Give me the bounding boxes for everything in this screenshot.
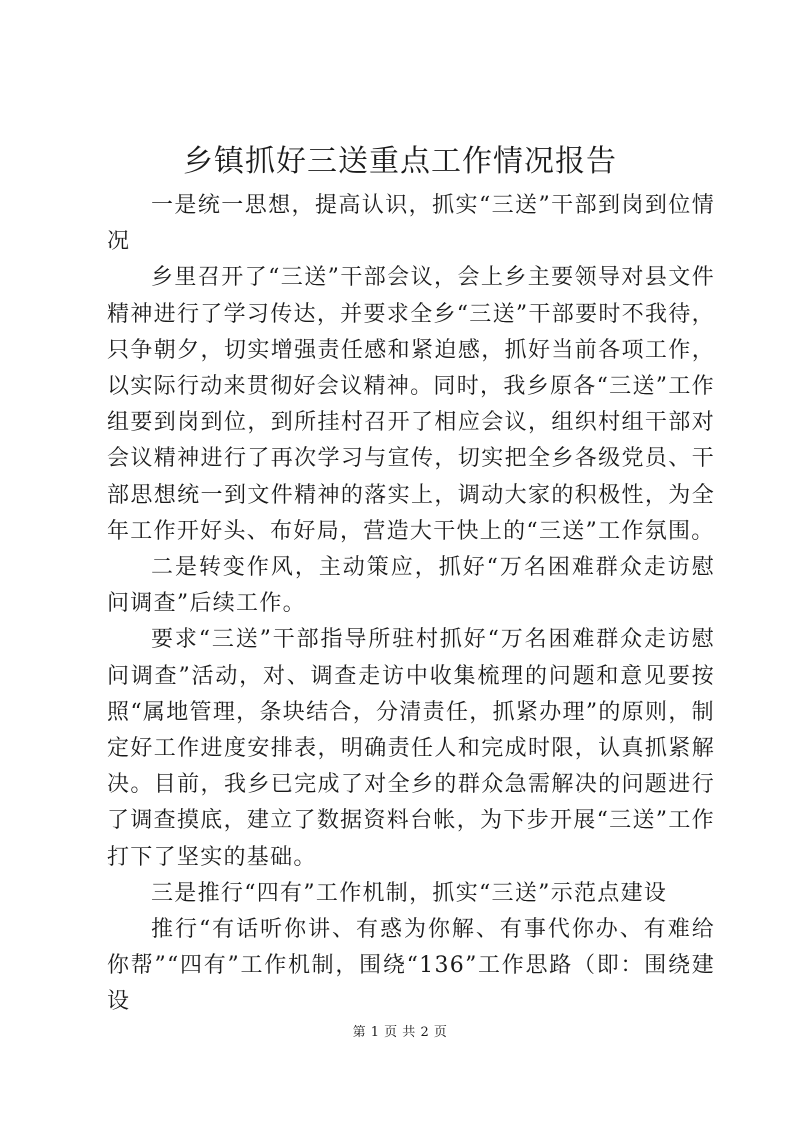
paragraph-4: 要求“三送”干部指导所驻村抓好“万名困难群众走访慰问调查”活动，对、调查走访中收集梳理的问题和意见要按照“属地管理，条块结合，分清责任，抓紧办理”的原则，制定好工作进度安排表，明确责任人和完成时限，认真抓紧解决。目前，我乡已完成了对全乡的群众急需解决的问题进行了调查摸底，建立了数据资料台帐，为下步开展“三送”工作打下了坚实的基础。 <box>107 627 715 870</box>
paragraph-5: 三是推行“四有”工作机制，抓实“三送”示范点建设 <box>151 880 668 906</box>
paragraph-6: 推行“有话听你讲、有惑为你解、有事代你办、有难给你帮”“四有”工作机制，围绕“136”工作思路（即：围绕建设 <box>107 917 715 1015</box>
paragraph-1: 一是统一思想，提高认识，抓实“三送”干部到岗到位情况 <box>107 193 715 255</box>
paragraph-3: 二是转变作风，主动策应，抓好“万名困难群众走访慰问调查”后续工作。 <box>107 555 715 617</box>
page-number-footer: 第 1 页 共 2 页 <box>352 1025 448 1040</box>
paragraph-2: 乡里召开了“三送”干部会议，会上乡主要领导对县文件精神进行了学习传达，并要求全乡“三送”干部要时不我待，只争朝夕，切实增强责任感和紧迫感，抓好当前各项工作，以实际行动来贯彻好会议精神。同时，我乡原各“三送”工作组要到岗到位，到所挂村召开了相应会议，组织村组干部对会议精神进行了再次学习与宣传，切实把全乡各级党员、干部思想统一到文件精神的落实上，调动大家的积极性，为全年工作开好头、布好局，营造大干快上的“三送”工作氛围。 <box>107 265 715 544</box>
page-title: 乡镇抓好三送重点工作情况报告 <box>183 144 617 179</box>
document-body <box>107 188 715 1021</box>
